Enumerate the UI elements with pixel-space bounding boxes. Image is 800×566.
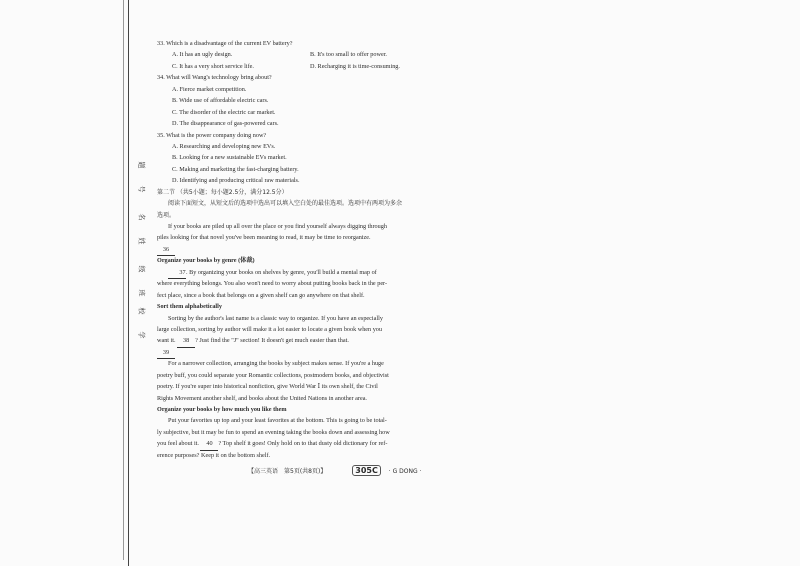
passage-paragraph-line bbox=[157, 335, 445, 346]
blank-40: 40 bbox=[200, 438, 218, 450]
passage-paragraph-line bbox=[157, 438, 445, 449]
publisher-mark: · G DONG · bbox=[388, 468, 422, 475]
side-label: 级 bbox=[137, 265, 146, 273]
option-d: D. Recharging it is time-consuming. bbox=[310, 62, 400, 70]
passage-text: want it. bbox=[157, 337, 176, 345]
option-d: D. Identifying and producing critical raw materials. bbox=[172, 177, 300, 185]
option-d: D. The disappearance of gas-powered cars. bbox=[172, 120, 279, 128]
passage-text: you feel about it. bbox=[157, 440, 199, 448]
question-35-stem: 35. What is the power company doing now? bbox=[157, 131, 267, 139]
side-label: 号 bbox=[137, 185, 146, 193]
passage-paragraph-line: ly subjective, but it may be fun to spend an evening taking the books down and assessing how bbox=[157, 428, 390, 436]
page-footer bbox=[248, 466, 421, 475]
blank-36: 36 bbox=[157, 244, 175, 256]
blank-38: 38 bbox=[177, 335, 195, 347]
passage-paragraph-line: poetry buff, you could separate your Romantic collections, postmodern books, and objectivist bbox=[157, 371, 389, 379]
passage-heading: Organize your books by how much you like them bbox=[157, 406, 287, 413]
passage-paragraph-line: fect place, since a book that belongs on a given shelf can go anywhere on that shelf. bbox=[157, 291, 365, 299]
option-a: A. It has an ugly design. bbox=[172, 51, 233, 59]
passage-paragraph-line: large collection, sorting by author will make it a lot easier to locate a given book when you bbox=[157, 325, 382, 333]
passage-paragraph-line: Rights Movement another shelf, and books about the United Nations in another area. bbox=[157, 394, 367, 402]
blank-36-line bbox=[157, 244, 445, 255]
blank-39: 39 bbox=[157, 347, 175, 359]
section-2-instructions: 阅读下面短文，从短文后的选项中选出可以填入空白处的最佳选项。选项中有两项为多余 bbox=[168, 200, 403, 208]
page-number: 【高三英语 第5页(共8页)】 bbox=[248, 468, 327, 475]
passage-paragraph-line: piles looking for that novel you've been meaning to read, it may be time to reorganize. bbox=[157, 234, 371, 242]
passage-paragraph: If your books are piled up all over the place or you find yourself always digging through bbox=[168, 223, 387, 230]
passage-heading: Organize your books by genre (体裁) bbox=[157, 257, 255, 265]
side-label: 班 bbox=[137, 289, 146, 297]
passage-heading: Sort them alphabetically bbox=[157, 303, 222, 311]
option-a: A. Fierce market competition. bbox=[172, 85, 247, 93]
binding-line-outer bbox=[123, 0, 124, 560]
side-label: 姓 bbox=[137, 237, 146, 245]
blank-39-line bbox=[157, 347, 445, 358]
option-c: C. The disorder of the electric car market. bbox=[172, 108, 276, 116]
passage-paragraph: Sorting by the author's last name is a classic way to organize. If you have an especially bbox=[168, 314, 383, 322]
option-b: B. Wide use of affordable electric cars. bbox=[172, 97, 269, 105]
passage-text: ? Just find the "J" section! It doesn't get much easier than that. bbox=[195, 337, 349, 345]
section-2-instructions-cont: 选项。 bbox=[157, 211, 176, 219]
passage-paragraph-line: erence purposes? Keep it on the bottom shelf. bbox=[157, 451, 271, 459]
option-b: B. Looking for a new sustainable EVs market. bbox=[172, 154, 287, 162]
passage-text: . By organizing your books on shelves by genre, you'll build a mental map of bbox=[186, 268, 377, 276]
question-33-stem: 33. Which is a disadvantage of the current EV battery? bbox=[157, 40, 293, 47]
side-label: 学 bbox=[137, 331, 146, 339]
passage-paragraph: Put your favorites up top and your least favorites at the bottom. This is going to be total- bbox=[168, 417, 387, 425]
question-34-stem: 34. What will Wang's technology bring about? bbox=[157, 74, 272, 82]
exam-page-content bbox=[157, 38, 445, 461]
option-b: B. It's too small to offer power. bbox=[310, 51, 387, 59]
paper-code: 305C bbox=[352, 465, 381, 476]
side-label: 校 bbox=[137, 307, 146, 315]
question-33-options-ab bbox=[157, 49, 445, 60]
passage-text: ? Top shelf it goes! Only hold on to that dusty old dictionary for ref- bbox=[218, 440, 388, 448]
section-2-title: 第二节 （共5小题；每小题2.5分，满分12.5分） bbox=[157, 188, 288, 196]
passage-paragraph-line: poetry. If you're super into historical nonfiction, give World War Ⅰ its own shelf, the Civil bbox=[157, 383, 378, 391]
passage-paragraph-line: where everything belongs. You also won't need to worry about putting books back in the per- bbox=[157, 280, 388, 288]
option-c: C. It has a very short service life. bbox=[172, 62, 254, 70]
side-label: 题 bbox=[137, 161, 146, 169]
option-a: A. Researching and developing new EVs. bbox=[172, 142, 276, 150]
binding-line bbox=[128, 0, 129, 566]
passage-paragraph bbox=[157, 267, 445, 278]
option-c: C. Making and marketing the fast-charging battery. bbox=[172, 165, 299, 173]
side-label: 名 bbox=[137, 213, 146, 221]
blank-37: 37 bbox=[168, 267, 186, 279]
question-33-options-cd bbox=[157, 61, 445, 72]
passage-paragraph: For a narrower collection, arranging the books by subject makes sense. If you're a huge bbox=[168, 360, 384, 368]
